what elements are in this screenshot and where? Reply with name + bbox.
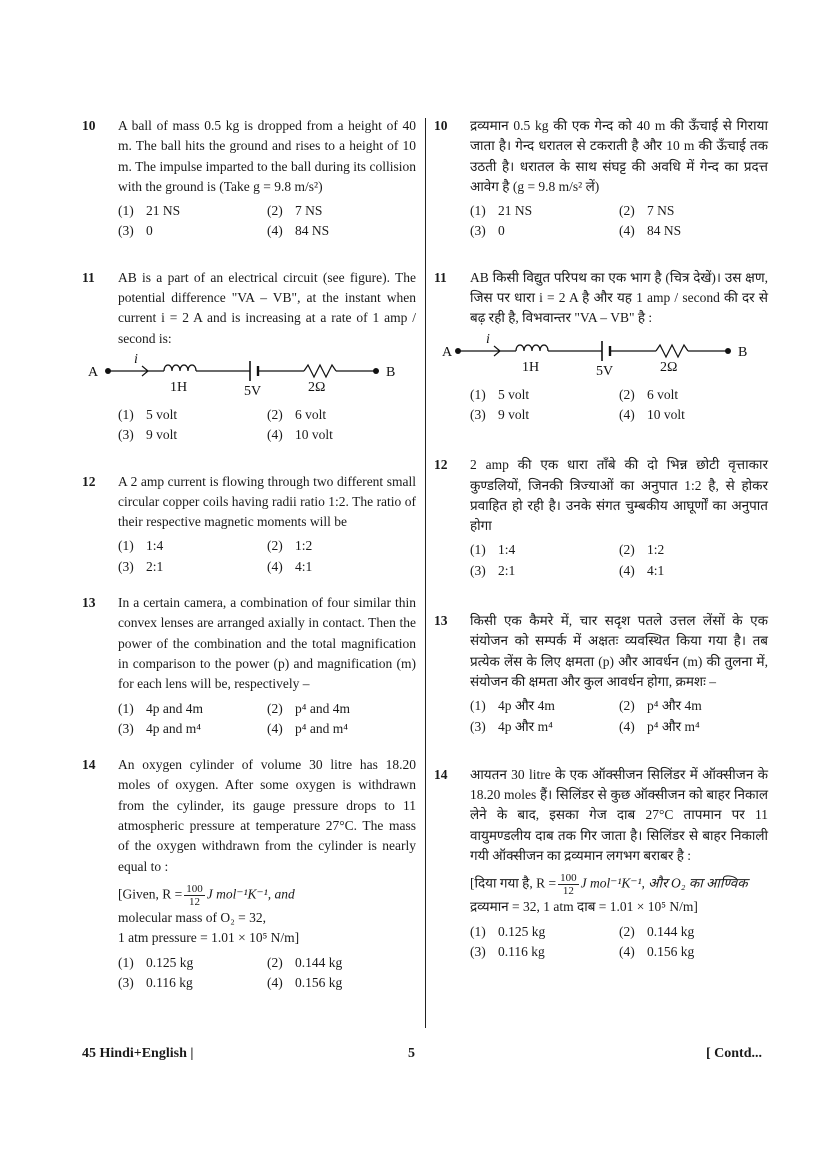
english-column bbox=[82, 116, 416, 993]
option-1 bbox=[118, 405, 267, 425]
option-4 bbox=[619, 942, 768, 962]
option-text: 0.144 kg bbox=[647, 923, 695, 939]
option-number: (2) bbox=[267, 954, 283, 970]
option-number: (4) bbox=[619, 718, 635, 734]
options bbox=[470, 540, 768, 581]
option-3 bbox=[470, 405, 619, 425]
given-data bbox=[118, 883, 416, 949]
option-text: 0.156 kg bbox=[647, 943, 695, 959]
option-3 bbox=[118, 221, 267, 241]
option-3 bbox=[470, 221, 619, 241]
option-text: 0.116 kg bbox=[498, 943, 545, 959]
option-text: 1:2 bbox=[295, 538, 313, 554]
option-text: 1:4 bbox=[498, 542, 516, 558]
given-units: J mol⁻¹K⁻¹, and bbox=[206, 886, 295, 902]
given-prefix: [Given, R = bbox=[118, 886, 183, 902]
options bbox=[470, 696, 768, 737]
options bbox=[118, 536, 416, 577]
option-2 bbox=[267, 536, 416, 556]
option-text: 4p and 4m bbox=[146, 700, 203, 716]
question-text: आयतन 30 litre के एक ऑक्सीजन सिलिंडर में ऑक्सीजन के 18.20 moles हैं। सिलिंडर से कुछ ऑक्सीजन को बाहर निकाल लेने के बाद, इसका गेज दाब 27°C तापमान पर 11 वायुमण्डलीय दाब तक गिर जाता है। सिलिंडर से बाहर निकाली गयी ऑक्सीजन का द्रव्यमान लगभग बराबर है : bbox=[470, 766, 768, 864]
option-text: 84 NS bbox=[647, 223, 682, 239]
given-line-1 bbox=[118, 883, 416, 908]
terminal-b-label: B bbox=[738, 344, 748, 360]
resistor-zigzag bbox=[304, 365, 336, 377]
option-text: 6 volt bbox=[295, 406, 327, 422]
option-number: (3) bbox=[470, 562, 486, 578]
inductor-label: 1H bbox=[522, 359, 540, 375]
option-text: 6 volt bbox=[647, 386, 679, 402]
option-text: p⁴ and 4m bbox=[295, 700, 350, 716]
inductor-label: 1H bbox=[170, 379, 188, 395]
option-text: 5 volt bbox=[146, 406, 178, 422]
option-text: 0 bbox=[498, 223, 505, 239]
circuit-diagram bbox=[82, 349, 416, 405]
option-1 bbox=[118, 201, 267, 221]
inductor-coil bbox=[516, 345, 548, 351]
options bbox=[470, 201, 768, 242]
footer-contd: [ Contd... bbox=[706, 1046, 763, 1061]
option-text: 1:4 bbox=[146, 538, 164, 554]
option-4 bbox=[267, 425, 416, 445]
option-number: (3) bbox=[470, 943, 486, 959]
option-4 bbox=[267, 973, 416, 993]
option-number: (1) bbox=[118, 538, 134, 554]
page-number: 5 bbox=[408, 1046, 415, 1061]
question-11 bbox=[434, 268, 768, 425]
current-label: i bbox=[134, 351, 138, 367]
option-number: (3) bbox=[470, 223, 486, 239]
fraction-numerator: 100 bbox=[560, 872, 577, 885]
option-number: (4) bbox=[267, 720, 283, 736]
option-2 bbox=[267, 405, 416, 425]
option-4 bbox=[619, 717, 768, 737]
option-text: p⁴ and m⁴ bbox=[295, 720, 348, 736]
options bbox=[118, 953, 416, 994]
current-label: i bbox=[486, 331, 490, 347]
option-number: (4) bbox=[619, 406, 635, 422]
option-2 bbox=[619, 696, 768, 716]
option-number: (4) bbox=[619, 223, 635, 239]
option-3 bbox=[470, 717, 619, 737]
gas-constant-fraction bbox=[558, 872, 579, 897]
option-3 bbox=[470, 561, 619, 581]
options bbox=[118, 699, 416, 740]
inductor-coil bbox=[164, 365, 196, 371]
option-4 bbox=[619, 561, 768, 581]
resistor-label: 2Ω bbox=[308, 379, 326, 395]
question-text: In a certain camera, a combination of four similar thin convex lenses are arranged axially in contact. Then the power of the combination and the total magnification in comparison to the power (p) and magnification (m) for each lens will be, respectively – bbox=[118, 595, 416, 692]
option-text: 84 NS bbox=[295, 223, 330, 239]
option-3 bbox=[118, 425, 267, 445]
options bbox=[470, 385, 768, 426]
terminal-a-label: A bbox=[442, 344, 453, 360]
question-10 bbox=[434, 116, 768, 242]
option-text: 7 NS bbox=[295, 203, 323, 219]
option-number: (3) bbox=[118, 720, 134, 736]
question-13 bbox=[434, 611, 768, 737]
option-1 bbox=[470, 540, 619, 560]
option-1 bbox=[470, 696, 619, 716]
option-text: 4:1 bbox=[295, 558, 313, 574]
battery-label: 5V bbox=[244, 383, 262, 399]
option-number: (2) bbox=[267, 700, 283, 716]
question-text: A 2 amp current is flowing through two different small circular copper coils having radii ratio 1:2. The ratio of their respective magnetic moments will be bbox=[118, 473, 416, 530]
option-text: 9 volt bbox=[498, 406, 530, 422]
option-text: 10 volt bbox=[295, 427, 333, 443]
given-line-3: 1 atm pressure = 1.01 × 10⁵ N/m] bbox=[118, 930, 300, 946]
option-number: (2) bbox=[267, 203, 283, 219]
resistor-zigzag bbox=[656, 345, 688, 357]
given-data bbox=[470, 872, 768, 917]
question-number: 13 bbox=[82, 595, 96, 611]
options bbox=[470, 922, 768, 963]
option-number: (3) bbox=[118, 558, 134, 574]
option-number: (4) bbox=[267, 427, 283, 443]
question-text: किसी एक कैमरे में, चार सदृश पतले उत्तल लेंसों के एक संयोजन को सम्पर्क में अक्षतः व्यवस्थित किया गया है। तब प्रत्येक लेंस के लिए क्षमता (p) और आवर्धन (m) की तुलना में, संयोजन की क्षमता और कुल आवर्धन होगा, क्रमशः – bbox=[470, 613, 768, 689]
question-number: 11 bbox=[82, 269, 95, 285]
option-number: (1) bbox=[118, 203, 134, 219]
given-line-2: द्रव्यमान = 32, 1 atm दाब = 1.01 × 10⁵ N/m] bbox=[470, 899, 698, 915]
option-number: (2) bbox=[619, 542, 635, 558]
option-text: 5 volt bbox=[498, 386, 530, 402]
fraction-numerator: 100 bbox=[186, 882, 203, 895]
option-1 bbox=[470, 922, 619, 942]
given-line-2: molecular mass of O₂ = 32, bbox=[118, 909, 267, 925]
option-text: 4p and m⁴ bbox=[146, 720, 201, 736]
question-14 bbox=[82, 755, 416, 993]
question-number: 12 bbox=[434, 457, 448, 473]
question-text: AB is a part of an electrical circuit (see figure). The potential difference "VA – VB", at the instant when current i = 2 A and is increasing at a rate of 1 amp / second is: bbox=[118, 269, 416, 346]
resistor-label: 2Ω bbox=[660, 359, 678, 375]
question-12 bbox=[82, 472, 416, 577]
option-text: 4:1 bbox=[647, 562, 665, 578]
option-text: 21 NS bbox=[146, 203, 181, 219]
question-number: 10 bbox=[82, 118, 96, 133]
option-3 bbox=[470, 942, 619, 962]
option-number: (2) bbox=[619, 698, 635, 714]
gas-constant-fraction bbox=[184, 883, 205, 908]
option-4 bbox=[267, 719, 416, 739]
option-number: (2) bbox=[619, 203, 635, 219]
terminal-a-label: A bbox=[88, 364, 99, 380]
option-text: p⁴ और 4m bbox=[647, 698, 702, 714]
option-number: (1) bbox=[470, 386, 486, 402]
option-3 bbox=[118, 719, 267, 739]
question-text: An oxygen cylinder of volume 30 litre has 18.20 moles of oxygen. After some oxygen is withdrawn from the cylinder, its gauge pressure drops to 11 atmospheric pressure at temperature 27°C. The mass of the oxygen withdrawn from the cylinder is nearly equal to : bbox=[118, 757, 416, 874]
option-text: 1:2 bbox=[647, 542, 665, 558]
option-2 bbox=[267, 201, 416, 221]
question-11 bbox=[82, 268, 416, 446]
given-prefix: [दिया गया है, R = bbox=[470, 875, 557, 891]
option-number: (4) bbox=[267, 223, 283, 239]
battery-label: 5V bbox=[596, 363, 614, 379]
given-line-1 bbox=[470, 872, 768, 897]
option-text: 4p और 4m bbox=[498, 698, 555, 714]
option-text: 21 NS bbox=[498, 203, 533, 219]
circuit-diagram bbox=[434, 329, 768, 385]
option-number: (3) bbox=[470, 406, 486, 422]
option-number: (2) bbox=[267, 406, 283, 422]
option-1 bbox=[470, 201, 619, 221]
footer-code: 45 Hindi+English | bbox=[82, 1046, 194, 1061]
option-2 bbox=[619, 540, 768, 560]
option-text: p⁴ और m⁴ bbox=[647, 718, 700, 734]
option-text: 0.125 kg bbox=[498, 923, 546, 939]
option-text: 0 bbox=[146, 223, 153, 239]
option-text: 2:1 bbox=[146, 558, 164, 574]
question-text: A ball of mass 0.5 kg is dropped from a height of 40 m. The ball hits the ground and rises to a height of 10 m. The impulse imparted to the ball during its collision with the ground is (Take g = 9.8 m/s²) bbox=[118, 118, 416, 194]
option-3 bbox=[118, 973, 267, 993]
option-text: 4p और m⁴ bbox=[498, 718, 553, 734]
option-text: 0.144 kg bbox=[295, 954, 343, 970]
option-number: (1) bbox=[470, 923, 486, 939]
option-2 bbox=[619, 201, 768, 221]
option-number: (3) bbox=[118, 223, 134, 239]
option-4 bbox=[267, 557, 416, 577]
question-number: 14 bbox=[82, 757, 96, 773]
option-2 bbox=[619, 385, 768, 405]
option-number: (1) bbox=[118, 406, 134, 422]
question-text: द्रव्यमान 0.5 kg की एक गेन्द को 40 m की ऊँचाई से गिराया जाता है। गेन्द धरातल से टकराती है और 10 m की ऊँचाई तक उठती है। धरातल के साथ संघट्ट की अवधि में गेन्द का प्रदत्त आवेग है (g = 9.8 m/s² लें) bbox=[470, 118, 768, 194]
option-number: (2) bbox=[619, 923, 635, 939]
terminal-b-label: B bbox=[386, 364, 396, 380]
fraction-denominator: 12 bbox=[562, 885, 574, 898]
option-text: 0.125 kg bbox=[146, 954, 194, 970]
question-10 bbox=[82, 116, 416, 242]
option-2 bbox=[267, 953, 416, 973]
option-number: (1) bbox=[118, 954, 134, 970]
given-units: J mol⁻¹K⁻¹, और O₂ का आण्विक bbox=[580, 875, 748, 891]
option-number: (3) bbox=[470, 718, 486, 734]
option-number: (2) bbox=[267, 538, 283, 554]
option-text: 0.156 kg bbox=[295, 974, 343, 990]
question-number: 11 bbox=[434, 269, 447, 285]
question-number: 10 bbox=[434, 118, 448, 133]
options bbox=[118, 405, 416, 446]
options bbox=[118, 201, 416, 242]
option-1 bbox=[470, 385, 619, 405]
option-text: 0.116 kg bbox=[146, 974, 193, 990]
option-2 bbox=[619, 922, 768, 942]
option-2 bbox=[267, 699, 416, 719]
fraction-denominator: 12 bbox=[188, 895, 200, 908]
terminal-b-dot bbox=[725, 348, 731, 354]
hindi-column bbox=[434, 116, 768, 962]
column-divider bbox=[425, 118, 426, 1028]
option-number: (1) bbox=[118, 700, 134, 716]
option-1 bbox=[118, 953, 267, 973]
option-number: (2) bbox=[619, 386, 635, 402]
terminal-b-dot bbox=[373, 368, 379, 374]
option-number: (3) bbox=[118, 974, 134, 990]
option-3 bbox=[118, 557, 267, 577]
option-number: (3) bbox=[118, 427, 134, 443]
option-number: (4) bbox=[267, 974, 283, 990]
question-number: 12 bbox=[82, 473, 96, 489]
option-number: (1) bbox=[470, 203, 486, 219]
question-14 bbox=[434, 765, 768, 962]
question-13 bbox=[82, 593, 416, 739]
option-number: (4) bbox=[619, 943, 635, 959]
option-4 bbox=[619, 405, 768, 425]
question-text: AB किसी विद्युत परिपथ का एक भाग है (चित्र देखें)। उस क्षण, जिस पर धारा i = 2 A है और यह 1 amp / second की दर से बढ़ रही है, विभवान्तर "VA – VB" है : bbox=[470, 269, 768, 326]
option-1 bbox=[118, 699, 267, 719]
option-4 bbox=[619, 221, 768, 241]
option-number: (4) bbox=[267, 558, 283, 574]
option-number: (1) bbox=[470, 542, 486, 558]
question-number: 13 bbox=[434, 613, 448, 629]
option-4 bbox=[267, 221, 416, 241]
option-text: 7 NS bbox=[647, 203, 675, 219]
option-text: 10 volt bbox=[647, 406, 685, 422]
option-text: 2:1 bbox=[498, 562, 516, 578]
question-12 bbox=[434, 455, 768, 581]
option-number: (4) bbox=[619, 562, 635, 578]
option-1 bbox=[118, 536, 267, 556]
option-text: 9 volt bbox=[146, 427, 178, 443]
question-number: 14 bbox=[434, 766, 448, 782]
option-number: (1) bbox=[470, 698, 486, 714]
question-text: 2 amp की एक धारा ताँबे की दो भिन्न छोटी वृत्ताकार कुण्डलियों, जिनकी त्रिज्याओं का अनुपात 1:2 है, से होकर प्रवाहित हो रही है। उनके संगत चुम्बकीय आघूर्णों का अनुपात होगा bbox=[470, 457, 768, 534]
